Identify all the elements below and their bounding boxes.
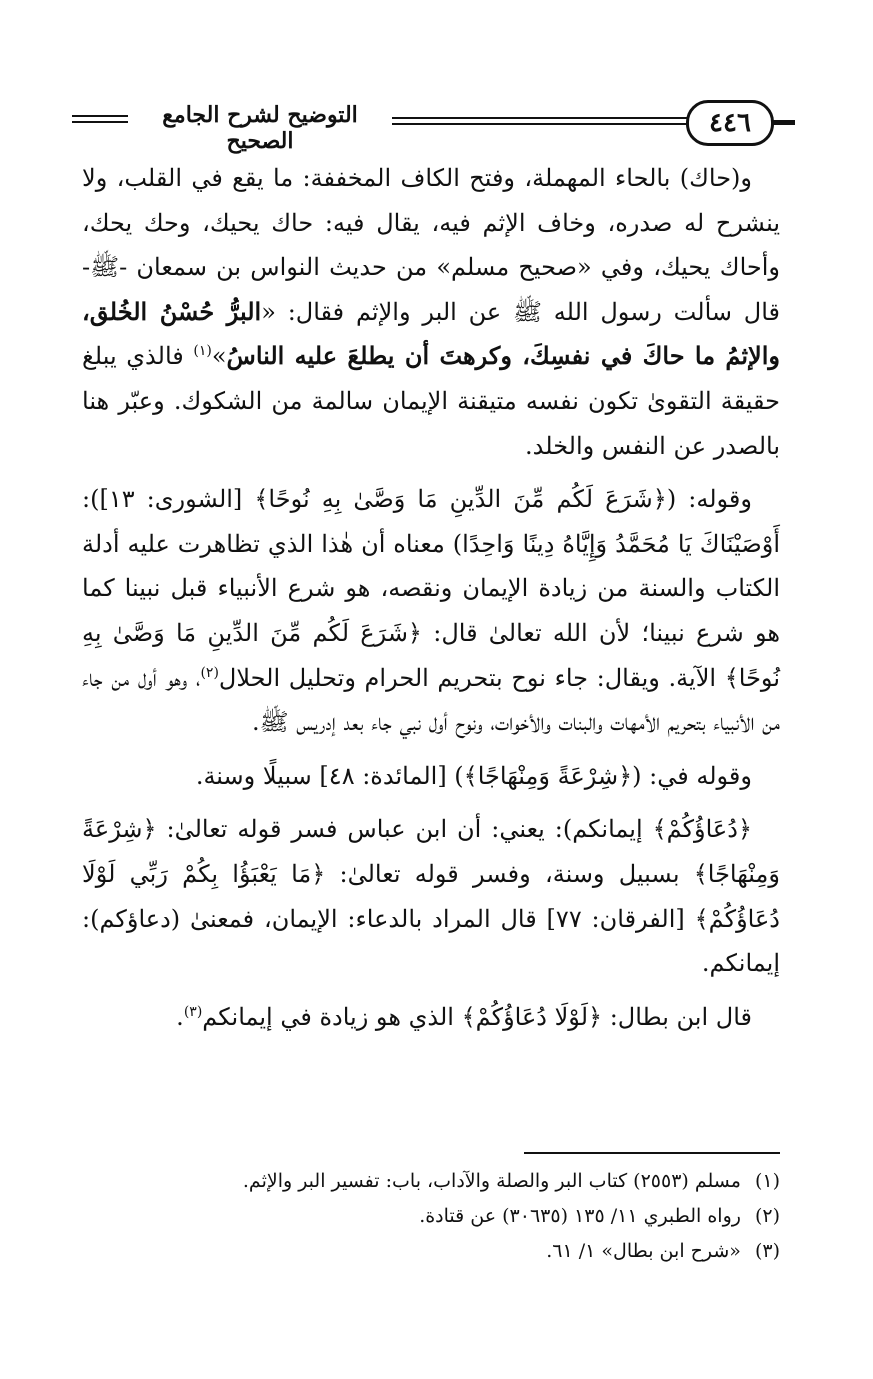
footnote-number: (١) — [754, 1170, 780, 1192]
paragraph-2 — [82, 477, 780, 745]
footnotes — [82, 1164, 780, 1269]
footnote-ref[interactable]: (٣) — [183, 1003, 203, 1020]
paragraph-text: . — [176, 1002, 184, 1031]
paragraph-text: ، وهو أول من جاء من الأنبياء بتحريم الأمهات والبنات والأخوات، ونوح أول نبي جاء بعد إدريس ﷺ. — [82, 663, 780, 737]
running-title: التوضيح لشرح الجامع الصحيح — [162, 102, 358, 154]
footnote-ref[interactable]: (١) — [193, 343, 212, 360]
footnote-ref[interactable]: (٢) — [200, 664, 219, 681]
paragraph-5 — [82, 995, 780, 1040]
paragraph-1 — [82, 156, 780, 468]
paragraph-4 — [82, 807, 780, 985]
paragraph-text: فالذي يبلغ حقيقة التقوىٰ تكون نفسه متيقنة الإيمان سالمة من الشكوك. وعبّر هنا بالصدر عن النفس والخلد. — [82, 342, 780, 460]
page-number: ٤٤٦ — [686, 100, 774, 146]
footnote-text: «شرح ابن بطال» ١/ ٦١. — [546, 1240, 741, 1262]
paragraph-text: قال ابن بطال: ﴿لَوْلَا دُعَاؤُكُمْ﴾ الذي هو زيادة في إيمانكم — [202, 1002, 752, 1031]
paragraph-text: » — [211, 342, 227, 371]
page-header — [72, 100, 784, 154]
footnote-text: مسلم (٢٥٥٣) كتاب البر والصلة والآداب، باب: تفسير البر والإثم. — [242, 1170, 741, 1192]
footnote-number: (٢) — [754, 1205, 780, 1227]
footnote-3 — [82, 1234, 780, 1269]
paragraph-text: و(حاك) بالحاء المهملة، وفتح الكاف المخففة: ما يقع في القلب، ولا ينشرح له صدره، وخاف الإثم فيه، يقال فيه: حاك يحيك، وحك يحك، وأحاك يحيك، وفي «صحيح مسلم» من حديث النواس بن سمعان -ﷺ- قال سألت رسول الله ﷺ عن البر والإثم فقال: « — [82, 164, 781, 326]
footnote-number: (٣) — [754, 1240, 780, 1262]
footnote-text: رواه الطبري ١١/ ١٣٥ (٣٠٦٣٥) عن قتادة. — [419, 1205, 741, 1227]
footnote-separator — [524, 1152, 780, 1154]
body-text — [82, 156, 780, 1039]
header-rule-left — [72, 115, 128, 123]
paragraph-text: وقوله: (﴿شَرَعَ لَكُم مِّنَ الدِّينِ مَا وَصَّىٰ بِهِ نُوحًا﴾ [الشورى: ١٣]): أَوْصَيْنَاكَ يَا مُحَمَّدُ وَإِيَّاهُ دِينًا وَاحِدًا) معناه أن هٰذا الذي تظاهرت عليه أدلة الكتاب والسنة من زيادة الإيمان ونقصه، هو شرع الأنبياء قبل نبينا كما هو شرع نبينا؛ لأن الله تعالىٰ قال: ﴿شَرَعَ لَكُم مِّنَ الدِّينِ مَا وَصَّىٰ بِهِ نُوحًا﴾ الآية. ويقال: جاء نوح بتحريم الحرام وتحليل الحلال — [82, 485, 780, 692]
paragraph-text: وقوله في: (﴿شِرْعَةً وَمِنْهَاجًا﴾) [المائدة: ٤٨] سبيلًا وسنة. — [195, 761, 752, 790]
paragraph-text: ﴿دُعَاؤُكُمْ﴾ إيمانكم): يعني: أن ابن عباس فسر قوله تعالىٰ: ﴿شِرْعَةً وَمِنْهَاجًا﴾ بسبيل وسنة، وفسر قوله تعالىٰ: ﴿مَا يَعْبَؤُا بِكُمْ رَبِّي لَوْلَا دُعَاؤُكُمْ﴾ [الفرقان: ٧٧] قال المراد بالدعاء: الإيمان، فمعنىٰ (دعاؤكم): إيمانكم. — [82, 815, 780, 978]
footnote-2 — [82, 1199, 780, 1234]
paragraph-3 — [82, 754, 780, 799]
footnote-1 — [82, 1164, 780, 1199]
hadith-quote: البرُّ حُسْنُ الخُلق، والإثمُ ما حاكَ في نفسِكَ، وكرهتَ أن يطلعَ عليه الناسُ — [82, 296, 781, 371]
